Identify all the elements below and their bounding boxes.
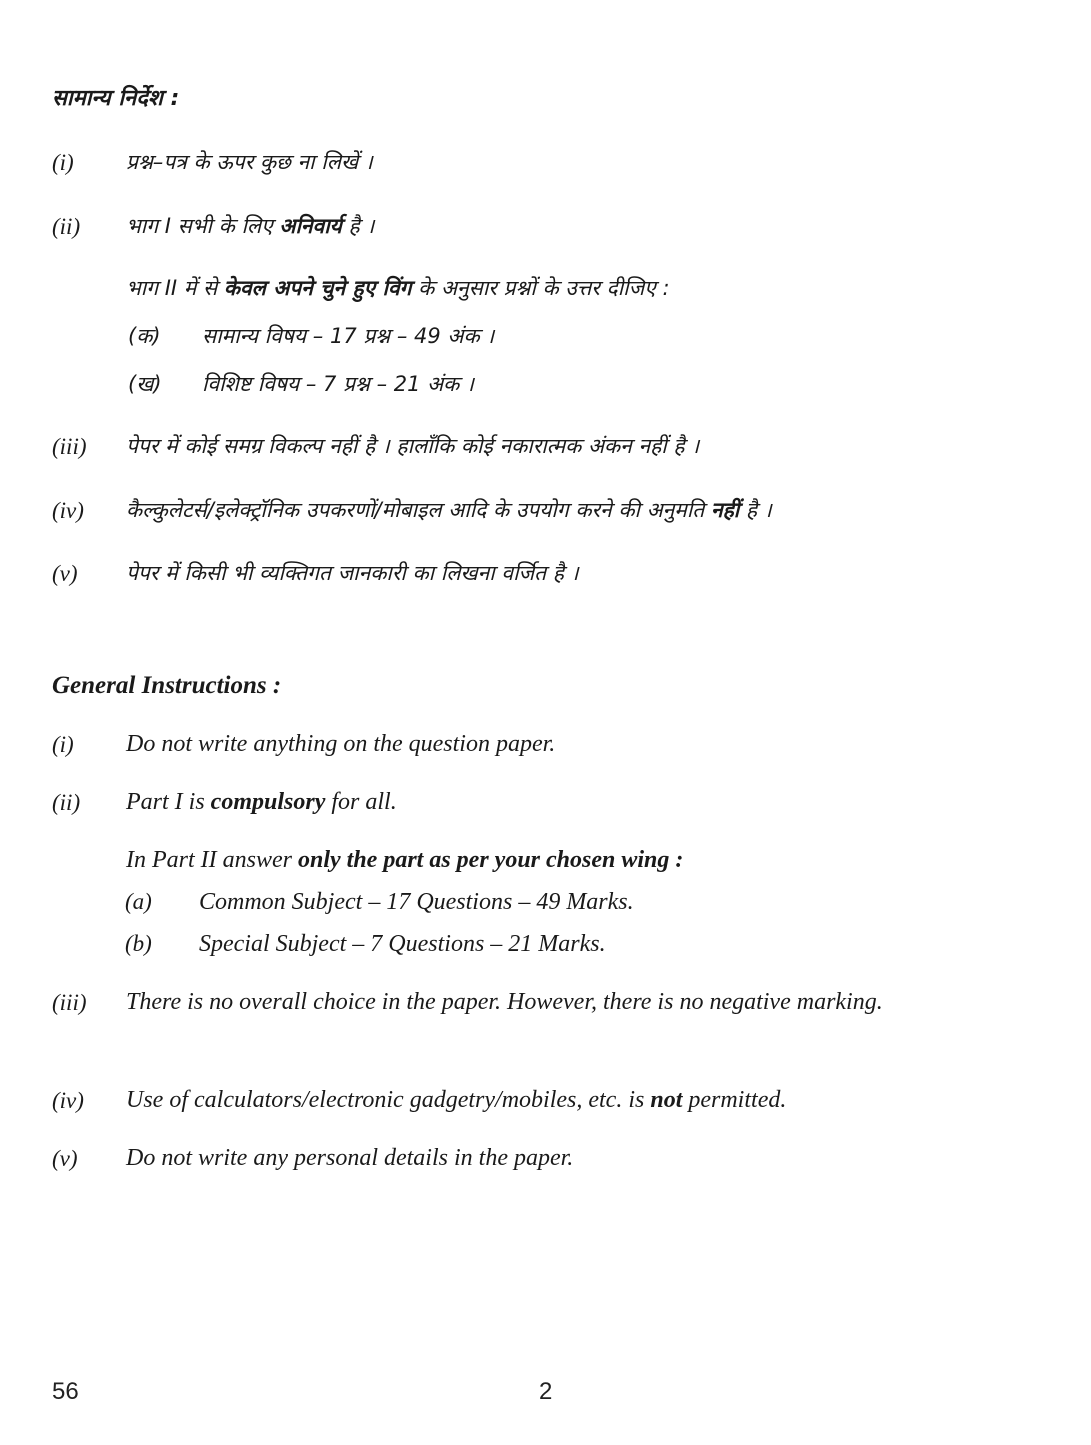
hindi-item-text: भाग I सभी के लिए अनिवार्य है । [126,214,375,238]
english-item-number: (iv) [52,1088,84,1113]
english-instructions-heading: General Instructions : [52,672,282,699]
emphasis: नहीं [710,498,740,522]
english-part2-text: In Part II answer only the part as per your chosen wing : [126,847,684,873]
english-item-text: Do not write anything on the question paper. [126,731,556,757]
english-item-number: (ii) [52,790,81,815]
hindi-item-number: (iii) [52,434,87,459]
hindi-item-number: (ii) [52,214,81,239]
hindi-item-text: कैल्कुलेटर्स/इलेक्ट्रॉनिक उपकरणों/मोबाइल आदि के उपयोग करने की अनुमति नहीं है । [126,498,772,522]
emphasis: केवल अपने चुने हुए विंग [223,276,412,300]
hindi-item-text: पेपर में कोई समग्र विकल्प नहीं है । हालाँकि कोई नकारात्मक अंकन नहीं है । [126,434,700,458]
page-number: 2 [539,1378,553,1405]
hindi-item-text: प्रश्न–पत्र के ऊपर कुछ ना लिखें । [126,150,373,174]
sub-item-text: विशिष्ट विषय – 7 प्रश्न – 21 अंक । [202,372,474,396]
english-item-text: There is no overall choice in the paper. However, there is no negative marking. [126,989,883,1015]
english-item-text: Do not write any personal details in the paper. [126,1145,574,1171]
english-item-text: Use of calculators/electronic gadgetry/mobiles, etc. is not permitted. [126,1087,787,1113]
sub-item-label: (क) [128,324,161,348]
sub-item-label: (b) [125,931,152,956]
sub-item-text: Special Subject – 7 Questions – 21 Marks. [199,931,606,957]
hindi-part2-text: भाग II में से केवल अपने चुने हुए विंग के अनुसार प्रश्नों के उत्तर दीजिए : [126,276,670,300]
sub-item-text: सामान्य विषय – 17 प्रश्न – 49 अंक । [202,324,495,348]
sub-item-label: (a) [125,889,152,914]
english-item-number: (v) [52,1146,78,1171]
hindi-item-text: पेपर में किसी भी व्यक्तिगत जानकारी का लिखना वर्जित है । [126,561,579,585]
sub-item-label: (ख) [128,372,162,396]
sub-item-text: Common Subject – 17 Questions – 49 Marks. [199,889,634,915]
hindi-item-number: (iv) [52,498,84,523]
english-item-number: (iii) [52,990,87,1015]
hindi-item-number: (v) [52,561,78,586]
emphasis: only the part as per your chosen wing : [297,847,684,873]
emphasis: not [650,1087,683,1113]
emphasis: अनिवार्य [279,214,342,238]
english-item-text: Part I is compulsory for all. [126,789,397,815]
emphasis: compulsory [210,789,326,815]
hindi-instructions-heading: सामान्य निर्देश : [52,86,180,111]
english-item-number: (i) [52,732,74,757]
paper-code: 56 [52,1378,79,1405]
hindi-item-number: (i) [52,150,74,175]
